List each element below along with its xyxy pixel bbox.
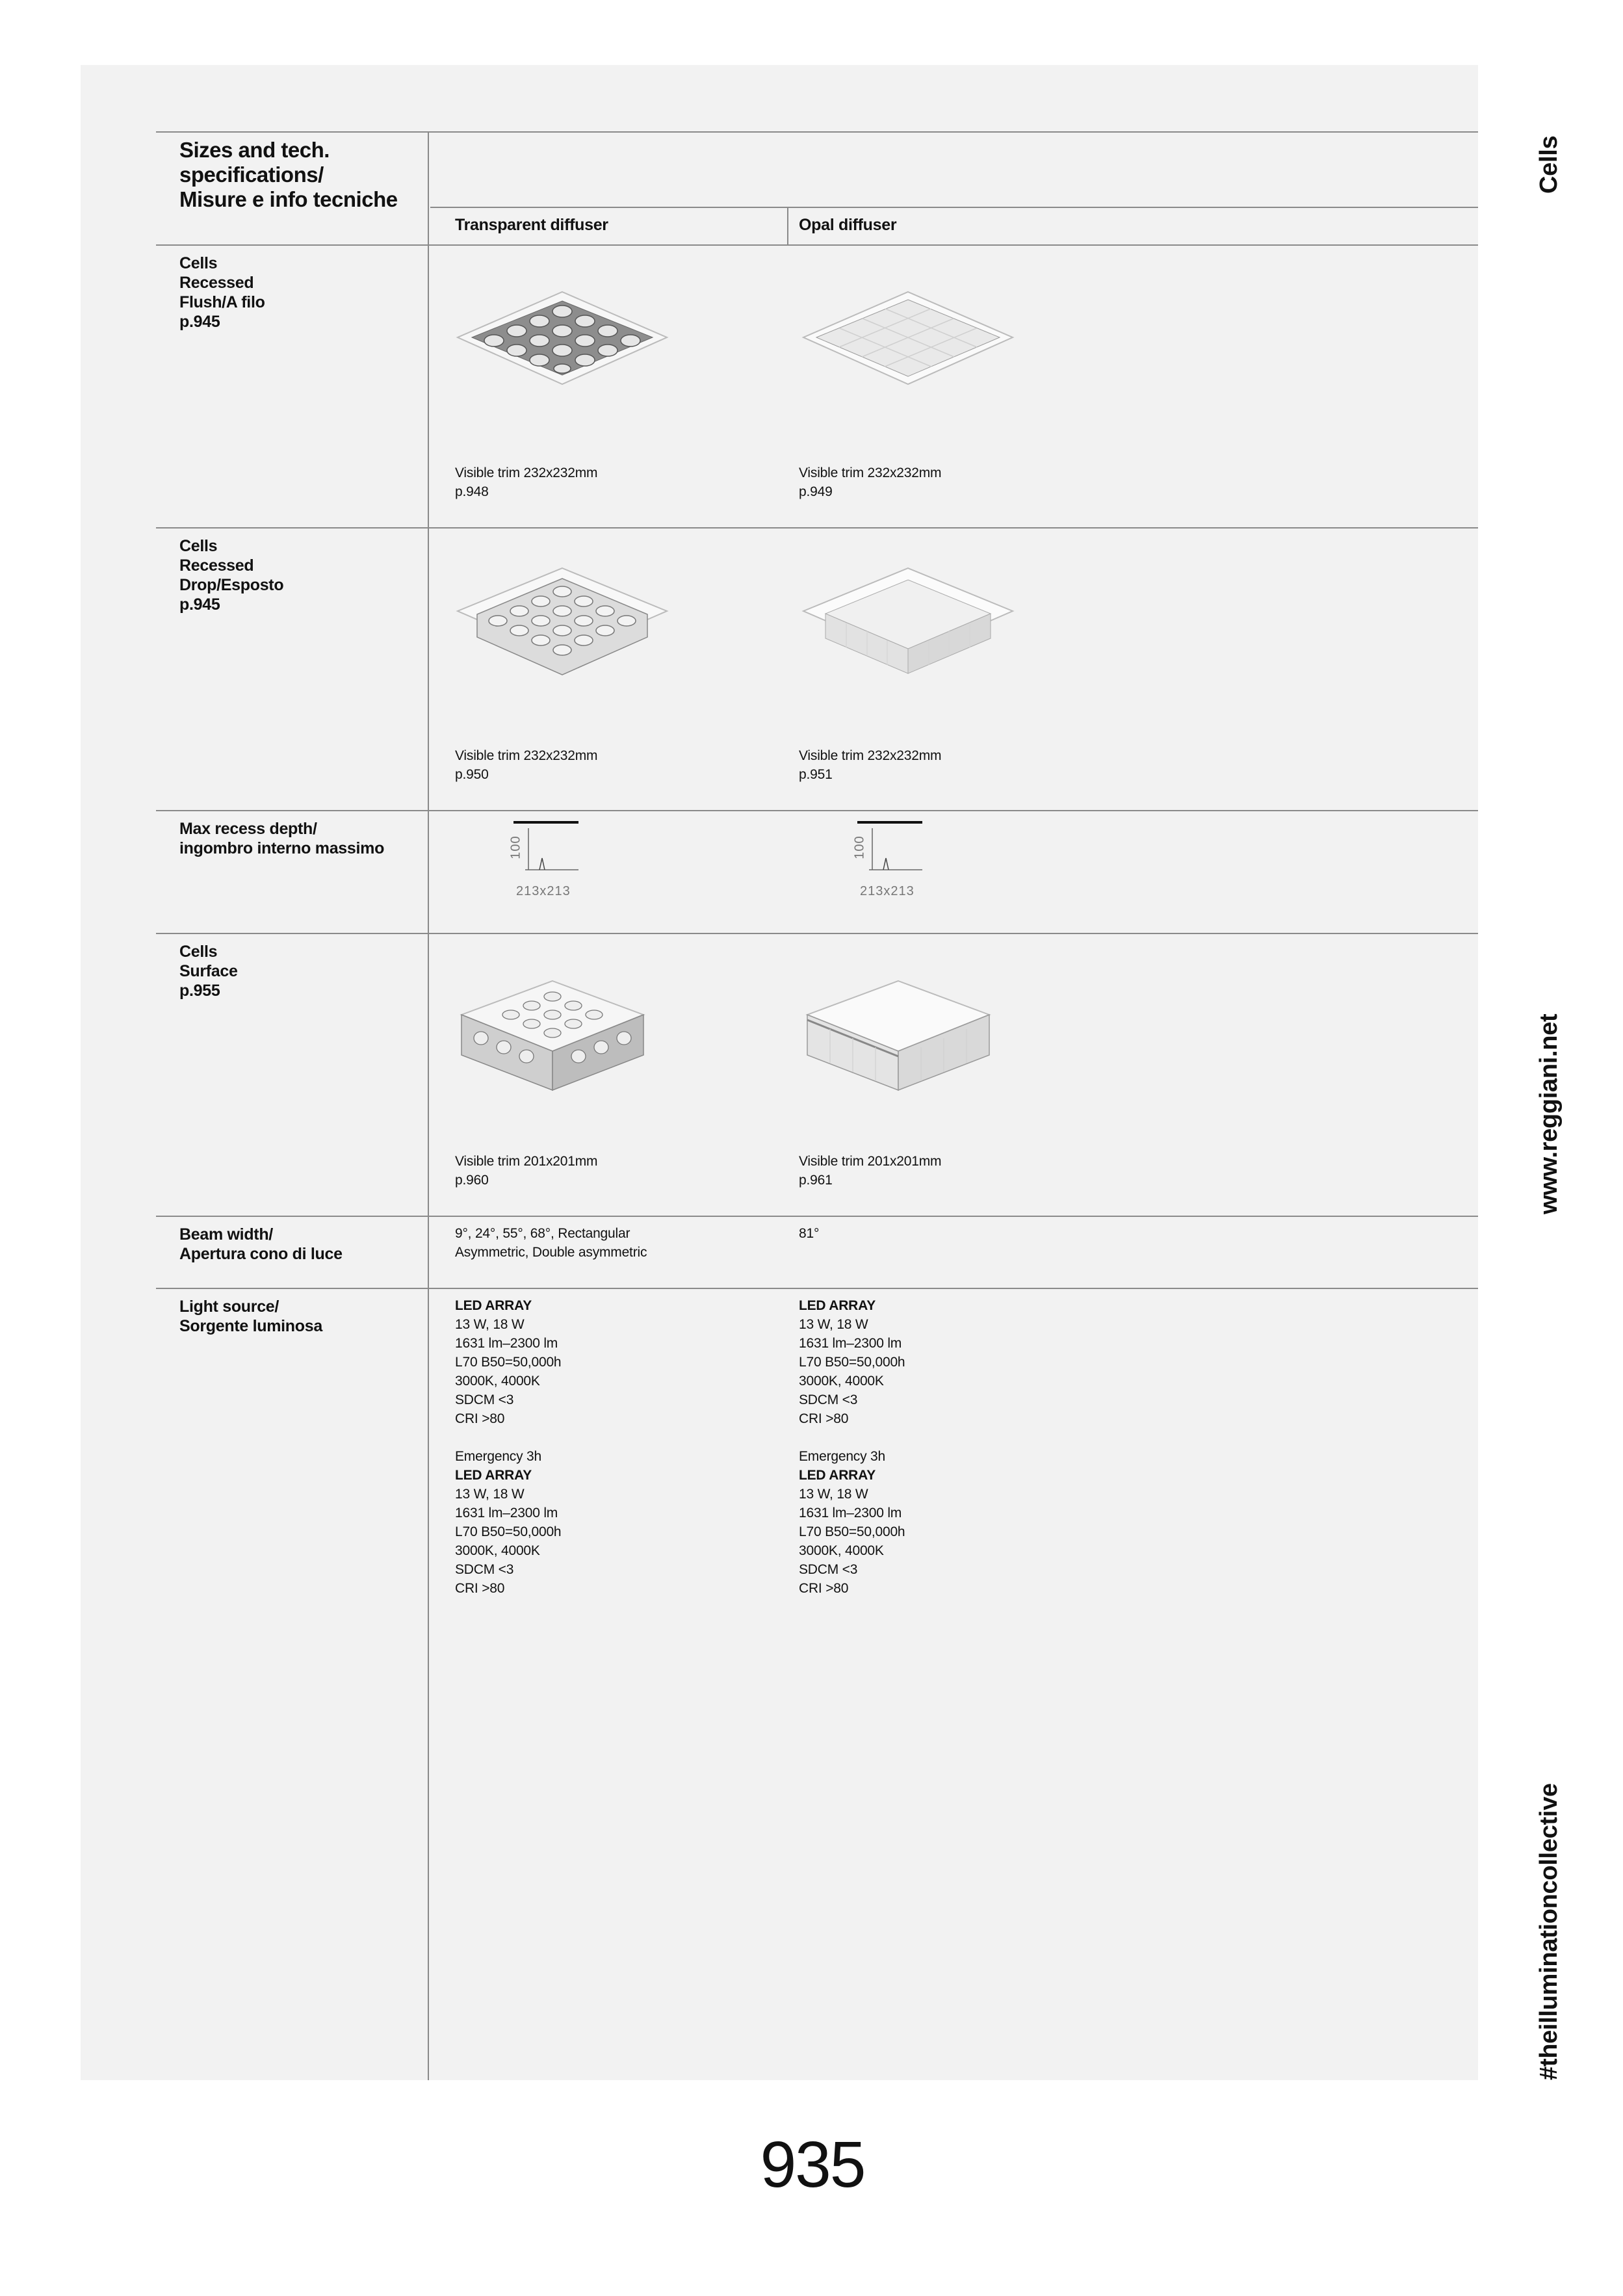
beam-opal: 81° [799,1226,820,1241]
surface-opal-info [799,1152,941,1190]
row-label-line: p.945 [179,313,220,331]
product-image-flush-opal [801,289,1015,387]
recess-depth-value: 100 [508,835,523,859]
column-header-opal: Opal diffuser [799,216,897,234]
product-image-drop-opal [801,566,1015,679]
page-ref[interactable]: p.949 [799,484,833,499]
light-spec-heading: LED ARRAY [455,1298,532,1313]
beam-line: 9°, 24°, 55°, 68°, Rectangular [455,1226,630,1241]
hashtag-label: #theilluminationcollective [1535,1783,1563,2080]
light-spec-line: 3000K, 4000K [799,1543,884,1558]
row-label-line: p.945 [179,595,220,614]
row-label-beam [179,1225,343,1264]
light-spec-line: 3000K, 4000K [799,1374,884,1389]
flush-opal-info [799,463,941,501]
row-label-line: Light source/ [179,1298,279,1316]
rule-drop-bottom [156,810,1478,811]
row-label-line: p.955 [179,982,220,1000]
light-spec-line: 3000K, 4000K [455,1374,540,1389]
light-spec-line: L70 B50=50,000h [455,1355,562,1370]
light-spec-line: CRI >80 [799,1411,849,1426]
drop-opal-info [799,746,941,784]
rule-recess-bottom [156,933,1478,934]
spec-title-line1: Sizes and tech. [179,138,330,162]
rule-colheader-divider [787,207,788,244]
light-source-transparent [455,1296,561,1598]
visible-trim: Visible trim 201x201mm [455,1154,598,1169]
rule-surface-bottom [156,1216,1478,1217]
row-label-line: Sorgente luminosa [179,1317,322,1335]
row-label-line: Recessed [179,274,254,292]
light-spec-line: 13 W, 18 W [799,1317,868,1332]
light-spec-line: 1631 lm–2300 lm [799,1506,902,1520]
light-spec-line: L70 B50=50,000h [455,1524,562,1539]
product-image-drop-transparent [455,566,669,679]
light-spec-line: 13 W, 18 W [799,1487,868,1502]
page-ref[interactable]: p.961 [799,1173,833,1188]
flush-transparent-info [455,463,597,501]
page-ref[interactable]: p.948 [455,484,489,499]
light-spec-heading: LED ARRAY [799,1468,876,1483]
visible-trim: Visible trim 232x232mm [455,465,598,480]
row-label-line: Surface [179,962,238,980]
light-spec-line: CRI >80 [455,1581,505,1596]
spec-title-line2: specifications/ [179,163,324,187]
recess-cutout-value: 213x213 [516,884,571,898]
recess-diagram-opal [851,820,935,905]
spec-title-line3: Misure e info tecniche [179,187,398,211]
light-spec-line: 1631 lm–2300 lm [799,1336,902,1351]
light-source-opal [799,1296,905,1598]
rule-top [156,131,1478,133]
rule-header-bottom [156,244,1478,246]
rule-flush-bottom [156,527,1478,528]
row-label-line: Cells [179,943,218,961]
surface-transparent-info [455,1152,597,1190]
row-label-line: ingombro interno massimo [179,839,385,857]
visible-trim: Visible trim 232x232mm [799,465,942,480]
page-ref[interactable]: p.951 [799,767,833,782]
visible-trim: Visible trim 232x232mm [455,748,598,763]
page-ref[interactable]: p.960 [455,1173,489,1188]
row-label-line: Flush/A filo [179,293,265,311]
rule-colheader [430,207,1478,208]
light-spec-line: 13 W, 18 W [455,1487,525,1502]
row-label-recess [179,819,384,858]
column-header-transparent: Transparent diffuser [455,216,608,234]
rule-label-column [428,131,429,2080]
row-label-flush [179,254,265,332]
row-label-drop [179,536,283,614]
light-spec-line: SDCM <3 [799,1392,858,1407]
row-label-line: Recessed [179,556,254,575]
light-spec-line: 1631 lm–2300 lm [455,1506,558,1520]
light-spec-heading: LED ARRAY [455,1468,532,1483]
visible-trim: Visible trim 201x201mm [799,1154,942,1169]
page-ref[interactable]: p.950 [455,767,489,782]
row-label-line: Cells [179,254,218,272]
light-spec-line: SDCM <3 [455,1562,514,1577]
light-spec-line: 3000K, 4000K [455,1543,540,1558]
row-label-surface [179,942,238,1000]
light-spec-line: Emergency 3h [455,1449,542,1464]
row-label-line: Cells [179,537,218,555]
light-spec-line: SDCM <3 [799,1562,858,1577]
light-spec-spacer [799,1428,905,1447]
light-spec-line: CRI >80 [799,1581,849,1596]
visible-trim: Visible trim 232x232mm [799,748,942,763]
beam-transparent [455,1224,647,1262]
light-spec-heading: LED ARRAY [799,1298,876,1313]
website-link[interactable]: www.reggiani.net [1535,1013,1563,1214]
light-spec-line: CRI >80 [455,1411,505,1426]
product-image-surface-opal [801,978,996,1095]
beam-line: Asymmetric, Double asymmetric [455,1245,647,1260]
rule-beam-bottom [156,1288,1478,1289]
section-label: Cells [1535,135,1563,194]
row-label-line: Apertura cono di luce [179,1245,343,1263]
light-spec-line: 1631 lm–2300 lm [455,1336,558,1351]
row-label-line: Drop/Esposto [179,576,284,594]
spec-title [179,138,398,212]
light-spec-line: 13 W, 18 W [455,1317,525,1332]
recess-diagram-transparent [507,820,591,905]
row-label-light [179,1297,322,1336]
row-label-line: Max recess depth/ [179,820,317,838]
light-spec-line: L70 B50=50,000h [799,1524,905,1539]
page-number: 935 [760,2128,865,2201]
row-label-line: Beam width/ [179,1225,273,1244]
recess-depth-value: 100 [852,835,867,859]
product-image-surface-transparent [455,978,650,1095]
product-image-flush-transparent [455,289,669,387]
recess-cutout-value: 213x213 [860,884,915,898]
light-spec-line: L70 B50=50,000h [799,1355,905,1370]
light-spec-line: Emergency 3h [799,1449,886,1464]
light-spec-spacer [455,1428,561,1447]
light-spec-line: SDCM <3 [455,1392,514,1407]
drop-transparent-info [455,746,597,784]
spec-panel [81,65,1478,2080]
